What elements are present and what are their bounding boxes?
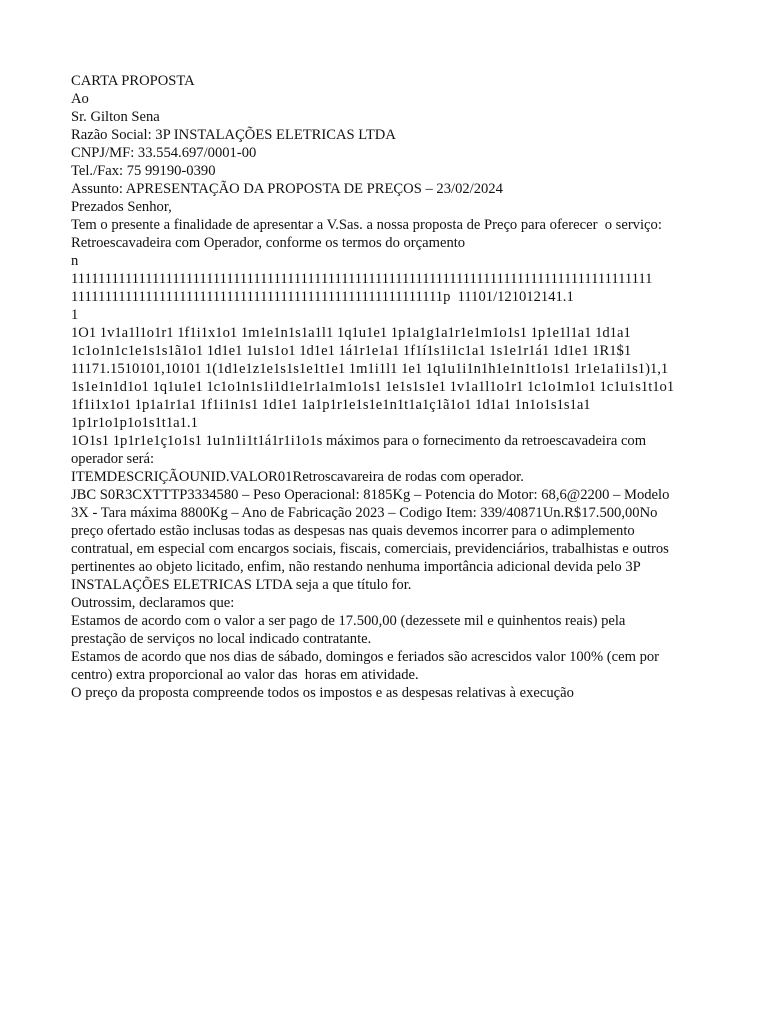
garbled-line: 1c1o1n1c1e1s1s1ã1o1 1d1e1 1u1s1o1 1d1e1 1á1r1e1a1 1f1í1s1i1c1a1 1s1e1r1á1 1d1e1 1R1$1: [71, 343, 632, 359]
body-line: centro) extra proporcional ao valor das horas em atividade.: [71, 667, 419, 683]
body-line: operador será:: [71, 451, 155, 467]
body-line: preço ofertado estão inclusas todas as despesas nas quais devemos incorrer para o adimplemento: [71, 523, 635, 539]
body-line: n: [71, 253, 79, 269]
garbled-line: 1O1 1v1a1l1o1r1 1f1i1x1o1 1m1e1n1s1a1l1 1q1u1e1 1p1a1g1a1r1e1m1o1s1 1p1e1l1a1 1d1a1: [71, 325, 631, 341]
recipient-salutation: Ao: [71, 91, 89, 107]
body-line: Estamos de acordo que nos dias de sábado, domingos e feriados são acrescidos valor 100% (cem por: [71, 649, 660, 665]
body-line: O preço da proposta compreende todos os impostos e as despesas relativas à execução: [71, 685, 574, 701]
garbled-line: 1f1i1x1o1 1p1a1r1a1 1f1i1n1s1 1d1e1 1a1p1r1e1s1e1n1t1a1ç1ã1o1 1d1a1 1n1o1s1s1a1: [71, 397, 591, 413]
recipient-name: Sr. Gilton Sena: [71, 109, 160, 125]
body-line: pertinentes ao objeto licitado, enfim, não restando nenhuma importância adicional devida pelo 3P: [71, 559, 641, 575]
body-line: Retroescavadeira com Operador, conforme os termos do orçamento: [71, 235, 466, 251]
garbled-line: 1p1r1o1p1o1s1t1a1.1: [71, 415, 198, 431]
body-line: prestação de serviços no local indicado contratante.: [71, 631, 372, 647]
garbled-line: 11171.1510101,10101 1(1d1e1z1e1s1s1e1t1e1 1m1i1l1 1e1 1q1u1i1n1h1e1n1t1o1s1 1r1e1a1i1s1)1,1: [71, 361, 669, 377]
greeting: Prezados Senhor,: [71, 199, 172, 215]
company-name: Razão Social: 3P INSTALAÇÕES ELETRICAS LTDA: [71, 127, 396, 143]
item-line: 3X - Tara máxima 8800Kg – Ano de Fabricação 2023 – Codigo Item: 339/40871Un.R$17.500,00No: [71, 505, 658, 521]
garbled-line: 1111111111111111111111111111111111111111111111111111111p 11101/121012141.1: [71, 289, 574, 305]
body-line: Outrossim, declaramos que:: [71, 595, 235, 611]
body-line: contratual, em especial com encargos sociais, fiscais, comerciais, previdenciários, trabalhistas e outros: [71, 541, 669, 557]
garbled-line: 11111111111111111111111111111111111111111111111111111111111111111111111111111111111111: [71, 271, 653, 287]
garbled-line: 1s1e1n1d1o1 1q1u1e1 1c1o1n1s1i1d1e1r1a1m1o1s1 1e1s1s1e1 1v1a1l1o1r1 1c1o1m1o1 1c1u1s1t1o1: [71, 379, 675, 395]
body-line: Tem o presente a finalidade de apresentar a V.Sas. a nossa proposta de Preço para oferecer o serviço:: [71, 217, 662, 233]
company-cnpj: CNPJ/MF: 33.554.697/0001-00: [71, 145, 257, 161]
document-title: CARTA PROPOSTA: [71, 73, 195, 89]
body-line: INSTALAÇÕES ELETRICAS LTDA seja a que título for.: [71, 577, 412, 593]
body-line: 1O1s1 1p1r1e1ç1o1s1 1u1n1i1t1á1r1i1o1s máximos para o fornecimento da retroescavadeira com: [71, 433, 647, 449]
subject-line: Assunto: APRESENTAÇÃO DA PROPOSTA DE PREÇOS – 23/02/2024: [71, 181, 503, 197]
garbled-line: 1: [71, 307, 79, 323]
item-line: ITEMDESCRIÇÃOUNID.VALOR01Retroscavareira de rodas com operador.: [71, 469, 524, 485]
document-page: [71, 72, 707, 702]
body-line: Estamos de acordo com o valor a ser pago de 17.500,00 (dezessete mil e quinhentos reais) pela: [71, 613, 626, 629]
item-line: JBC S0R3CXTTTP3334580 – Peso Operacional: 8185Kg – Potencia do Motor: 68,6@2200 – Modelo: [71, 487, 670, 503]
company-phone: Tel./Fax: 75 99190-0390: [71, 163, 216, 179]
